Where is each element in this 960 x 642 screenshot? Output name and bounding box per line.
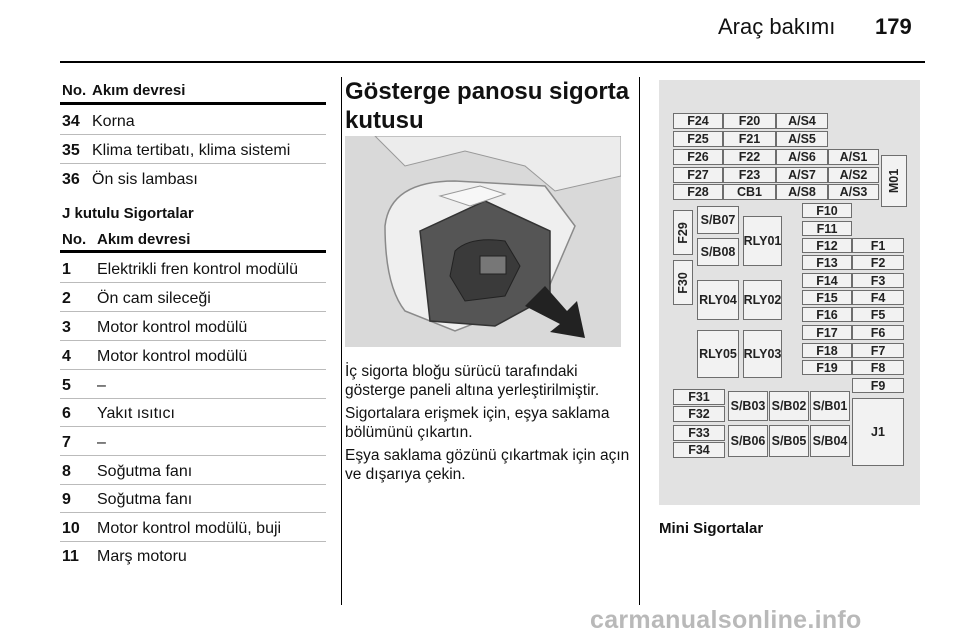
fuse-F8: F8 <box>852 360 904 375</box>
fuse-F15: F15 <box>802 290 852 305</box>
fuse-F9: F9 <box>852 378 904 393</box>
fuse-F27: F27 <box>673 167 723 183</box>
fuse-F32: F32 <box>673 406 725 422</box>
table2-header-no: No. <box>62 231 87 248</box>
table2-row-no: 6 <box>62 405 71 422</box>
fuse-F16: F16 <box>802 307 852 322</box>
table1-row-circuit: Ön sis lambası <box>92 171 198 188</box>
table2-row-no: 7 <box>62 434 71 451</box>
fuse-SB03: S/B03 <box>728 391 768 421</box>
table2-row-no: 2 <box>62 290 71 307</box>
fuse-F4: F4 <box>852 290 904 305</box>
table1-row-circuit: Klima tertibatı, klima sistemi <box>92 142 291 159</box>
table2-row-no: 5 <box>62 377 71 394</box>
module-M01-label: M01 <box>887 168 902 194</box>
fuse-F29 <box>673 210 693 255</box>
table-row-divider <box>60 541 326 542</box>
fuse-F29-label: F29 <box>676 221 691 244</box>
fuse-F5: F5 <box>852 307 904 322</box>
table2-row-circuit: – <box>97 434 106 451</box>
fuse-F13: F13 <box>802 255 852 270</box>
relay-RLY05: RLY05 <box>697 330 739 378</box>
table2-row-no: 11 <box>62 548 79 565</box>
table-row-divider <box>60 311 326 312</box>
fuse-F6: F6 <box>852 325 904 340</box>
table2-row-circuit: Motor kontrol modülü <box>97 348 248 365</box>
block-J1: J1 <box>852 398 904 466</box>
fuse-SB04: S/B04 <box>810 425 850 457</box>
fuse-AS3: A/S3 <box>828 184 879 200</box>
table2-row-no: 4 <box>62 348 71 365</box>
fuse-F19: F19 <box>802 360 852 375</box>
table-row-divider <box>60 398 326 399</box>
table2-row-no: 9 <box>62 491 71 508</box>
page-number: 179 <box>875 14 912 39</box>
table-row-divider <box>60 163 326 164</box>
fuse-F21: F21 <box>723 131 776 147</box>
table2-header-circuit: Akım devresi <box>97 231 191 248</box>
relay-RLY03: RLY03 <box>743 330 782 378</box>
fuse-AS2: A/S2 <box>828 167 879 183</box>
fuse-AS7: A/S7 <box>776 167 828 183</box>
fuse-F11: F11 <box>802 221 852 236</box>
paragraph-location: İç sigorta bloğu sürücü tarafındaki gösterge paneli altına yerleştirilmiştir. <box>345 363 600 399</box>
table2-row-circuit: Elektrikli fren kontrol modülü <box>97 261 298 278</box>
diagram-caption: Mini Sigortalar <box>659 520 764 537</box>
table-row-divider <box>60 340 326 341</box>
table-row-divider <box>60 455 326 456</box>
fuse-CB1: CB1 <box>723 184 776 200</box>
table2-row-no: 8 <box>62 463 71 480</box>
fuse-F33: F33 <box>673 425 725 441</box>
table2-heading: J kutulu Sigortalar <box>62 205 194 222</box>
table2-row-circuit: Motor kontrol modülü, buji <box>97 520 282 537</box>
fuse-SB06: S/B06 <box>728 425 768 457</box>
fuse-F1: F1 <box>852 238 904 253</box>
fuse-F24: F24 <box>673 113 723 129</box>
glovebox-drawing <box>345 136 621 347</box>
fuse-F22: F22 <box>723 149 776 165</box>
fuse-F23: F23 <box>723 167 776 183</box>
table2-row-circuit: Motor kontrol modülü <box>97 319 248 336</box>
fuse-AS4: A/S4 <box>776 113 828 129</box>
glovebox-illustration <box>345 136 621 347</box>
column-divider-right <box>639 77 640 605</box>
fuse-SB07: S/B07 <box>697 206 739 234</box>
table-row-divider <box>60 134 326 135</box>
table2-row-circuit: Yakıt ısıtıcı <box>97 405 175 422</box>
relay-RLY02: RLY02 <box>743 280 782 320</box>
fuse-SB08: S/B08 <box>697 238 739 266</box>
fuse-F20: F20 <box>723 113 776 129</box>
table-row-divider <box>60 484 326 485</box>
table-row-divider <box>60 426 326 427</box>
table-row-divider <box>60 369 326 370</box>
fuse-SB01: S/B01 <box>810 391 850 421</box>
table2-row-no: 3 <box>62 319 71 336</box>
fuse-F10: F10 <box>802 203 852 218</box>
fuse-box-diagram <box>659 80 920 505</box>
table2-row-circuit: – <box>97 377 106 394</box>
fuse-F31: F31 <box>673 389 725 405</box>
fuse-F14: F14 <box>802 273 852 288</box>
fuse-F3: F3 <box>852 273 904 288</box>
column-divider-left <box>341 77 342 605</box>
table1-header-circuit: Akım devresi <box>92 82 186 99</box>
table2-header-rule <box>60 250 326 253</box>
fuse-F7: F7 <box>852 343 904 358</box>
paragraph-access: Sigortalara erişmek için, eşya saklama bölümünü çıkartın. <box>345 405 610 441</box>
fuse-F17: F17 <box>802 325 852 340</box>
fuse-F18: F18 <box>802 343 852 358</box>
module-M01 <box>881 155 907 207</box>
table2-row-circuit: Soğutma fanı <box>97 491 193 508</box>
fuse-F2: F2 <box>852 255 904 270</box>
table2-row-circuit: Marş motoru <box>97 548 187 565</box>
page-header-title: Araç bakımı <box>718 14 836 39</box>
relay-RLY04: RLY04 <box>697 280 739 320</box>
table2-row-no: 1 <box>62 261 71 278</box>
fuse-AS1: A/S1 <box>828 149 879 165</box>
fuse-AS8: A/S8 <box>776 184 828 200</box>
fuse-SB05: S/B05 <box>769 425 809 457</box>
fuse-F28: F28 <box>673 184 723 200</box>
fuse-F26: F26 <box>673 149 723 165</box>
header-rule <box>60 61 925 63</box>
fuse-F25: F25 <box>673 131 723 147</box>
table1-row-circuit: Korna <box>92 113 135 130</box>
fuse-AS5: A/S5 <box>776 131 828 147</box>
table2-row-circuit: Ön cam sileceği <box>97 290 211 307</box>
fuse-AS6: A/S6 <box>776 149 828 165</box>
table1-row-no: 34 <box>62 113 80 130</box>
fuse-F34: F34 <box>673 442 725 458</box>
section-title: Gösterge panosu sigorta kutusu <box>345 78 630 134</box>
table1-row-no: 36 <box>62 171 80 188</box>
paragraph-remove: Eşya saklama gözünü çıkartmak için açın ve dışarıya çekin. <box>345 447 630 483</box>
table2-row-circuit: Soğutma fanı <box>97 463 193 480</box>
relay-RLY01: RLY01 <box>743 216 782 266</box>
table-row-divider <box>60 282 326 283</box>
table1-header-rule <box>60 102 326 105</box>
watermark: carmanualsonline.info <box>590 606 862 634</box>
fuse-F30-label: F30 <box>676 271 691 294</box>
table2-row-no: 10 <box>62 520 80 537</box>
fuse-F12: F12 <box>802 238 852 253</box>
table1-header-no: No. <box>62 82 87 99</box>
table1-row-no: 35 <box>62 142 80 159</box>
table-row-divider <box>60 512 326 513</box>
fuse-SB02: S/B02 <box>769 391 809 421</box>
fuse-F30 <box>673 260 693 305</box>
